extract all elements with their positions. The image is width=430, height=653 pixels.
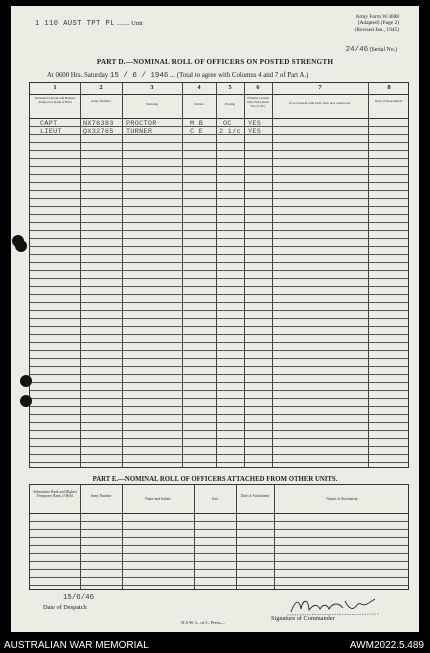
ruled-line: [30, 174, 408, 175]
punch-hole-middle: [20, 375, 32, 387]
form-revised: (Revised Jan., 1945): [354, 26, 399, 33]
serial-label: (Serial No.): [369, 47, 397, 53]
ruled-line: [30, 390, 408, 391]
col-num-5: 5: [228, 84, 232, 91]
ruled-line: [30, 270, 408, 271]
row2-rank: LIEUT: [40, 128, 62, 136]
form-reference: [355, 14, 399, 33]
row2-surname: TURNER: [126, 128, 153, 136]
ruled-line: [30, 302, 408, 303]
ruled-line: [30, 446, 408, 447]
ruled-line: [30, 454, 408, 455]
ruled-line: [30, 374, 408, 375]
e-col-header-army-number: Army Number: [90, 494, 112, 498]
commander-label: Signature of Commander: [271, 615, 335, 622]
ruled-line: [30, 521, 408, 522]
punch-hole-bottom: [20, 395, 32, 407]
caption-accession: AWM2022.5.489: [349, 640, 424, 651]
part-d-title: PART D.—NOMINAL ROLL OF OFFICERS ON POSTED STRENGTH: [96, 58, 334, 66]
ruled-line: [30, 214, 408, 215]
ruled-line: [30, 318, 408, 319]
e-col-header-unit: Unit: [211, 497, 219, 501]
ruled-line: [30, 561, 408, 562]
ruled-line: [30, 422, 408, 423]
ruled-line: [30, 462, 408, 463]
part-e-table: [29, 484, 409, 590]
ruled-line: [30, 430, 408, 431]
col-header-rank: Substantive Rank and Highest Temporary Rank if Held: [34, 96, 76, 105]
ruled-line: [30, 406, 408, 407]
despatch-date: 15/6/46: [63, 594, 95, 602]
col-num-4: 4: [197, 84, 201, 91]
col-header-detachment: Date of Detachment.: [374, 99, 404, 103]
serial-line: [346, 46, 397, 54]
document-page: [11, 6, 419, 632]
despatch-label: Date of Despatch: [43, 604, 87, 611]
unit-name: 1 110 AUST TPT PL: [35, 20, 115, 28]
ruled-line: [30, 326, 408, 327]
row1-posting: OC: [223, 120, 232, 128]
ruled-line: [30, 286, 408, 287]
row2-present: YES: [248, 128, 262, 136]
ruled-line: [30, 577, 408, 578]
e-col-header-nature: Nature of Attachment: [326, 497, 358, 501]
ruled-line: [30, 190, 408, 191]
ruled-line: [30, 414, 408, 415]
ruled-line: [30, 278, 408, 279]
col-header-surname: Surname: [145, 102, 159, 106]
col-num-3: 3: [150, 84, 154, 91]
ruled-line: [30, 529, 408, 530]
col-header-present: Whether present with Unit (Insert Yes or No): [246, 96, 270, 109]
row1-rank: CAPT: [40, 120, 58, 128]
ruled-line: [30, 398, 408, 399]
part-e-title: PART E.—NOMINAL ROLL OF OFFICERS ATTACHED FROM OTHER UNITS.: [92, 476, 338, 483]
ruled-line: [30, 206, 408, 207]
at-suffix: (Total to agree with Columns 4 and 7 of Part A.): [176, 72, 309, 79]
ruled-line: [30, 358, 408, 359]
ruled-line: [30, 166, 408, 167]
printer-imprint: N.S.W. L. of C. Press—: [181, 620, 226, 625]
ruled-line: [30, 198, 408, 199]
col-num-6: 6: [256, 84, 260, 91]
ruled-line: [30, 553, 408, 554]
form-number: Army Form W.3008: [355, 14, 399, 20]
e-col-header-rank: Substantive Rank and Highest Temporary Rank, if Held.: [33, 490, 77, 499]
col-header-army-number: Army Number: [91, 99, 111, 103]
ruled-line: [30, 537, 408, 538]
ruled-line: [30, 438, 408, 439]
col-header-initials: Initials: [194, 102, 204, 106]
form-adapted: (Adapted) (Page 2): [357, 20, 399, 27]
part-d-table: [29, 82, 409, 468]
ruled-line: [30, 238, 408, 239]
row1-surname: PROCTOR: [126, 120, 157, 128]
roll-date: 15 / 6 / 1946: [109, 72, 169, 80]
ruled-line: [30, 262, 408, 263]
col-num-1: 1: [53, 84, 57, 91]
ruled-line: [30, 246, 408, 247]
commander-signature: [287, 595, 387, 622]
ruled-line: [30, 158, 408, 159]
ruled-line: [30, 366, 408, 367]
row1-army-number: NX76383: [83, 120, 114, 128]
ruled-line: [30, 142, 408, 143]
ruled-line: [30, 230, 408, 231]
part-d-date-line: At 0600 Hrs. Saturday 15 / 6 / 1946 ... (Total to agree with Columns 4 and 7 of Part A.): [47, 72, 309, 80]
row1-present: YES: [248, 120, 262, 128]
row2-army-number: QX32765: [83, 128, 114, 136]
row1-initials: M B: [190, 120, 204, 128]
at-prefix: At 0600 Hrs. Saturday: [47, 72, 109, 79]
serial-number: 24/46: [345, 46, 369, 54]
ruled-line: [30, 150, 408, 151]
ruled-line: [30, 254, 408, 255]
e-col-header-name: Name and Initials: [145, 497, 171, 501]
ruled-line: [30, 350, 408, 351]
caption-institution: AUSTRALIAN WAR MEMORIAL: [4, 640, 149, 651]
unit-label: Unit: [131, 20, 143, 27]
ruled-line: [30, 294, 408, 295]
ruled-line: [30, 182, 408, 183]
col-num-7: 7: [318, 84, 322, 91]
col-num-8: 8: [387, 84, 391, 91]
row2-initials: C E: [190, 128, 204, 136]
col-header-posting: Posting: [224, 102, 236, 106]
ruled-line: [30, 569, 408, 570]
ruled-line: [30, 382, 408, 383]
unit-line: 1 110 AUST TPT PL ........ Unit: [35, 20, 143, 28]
ruled-line: [30, 342, 408, 343]
e-col-header-attachment-date: Date of Attachment: [240, 494, 270, 498]
col-num-2: 2: [99, 84, 103, 91]
ruled-line: [30, 585, 408, 586]
punch-hole-top-overlap: [15, 240, 27, 252]
col-header-employed: If not present with Unit, state how employed.: [289, 101, 351, 105]
row2-posting: 2 i/c: [219, 128, 241, 136]
ruled-line: [30, 310, 408, 311]
ruled-line: [30, 222, 408, 223]
ruled-line: [30, 334, 408, 335]
ruled-line: [30, 545, 408, 546]
